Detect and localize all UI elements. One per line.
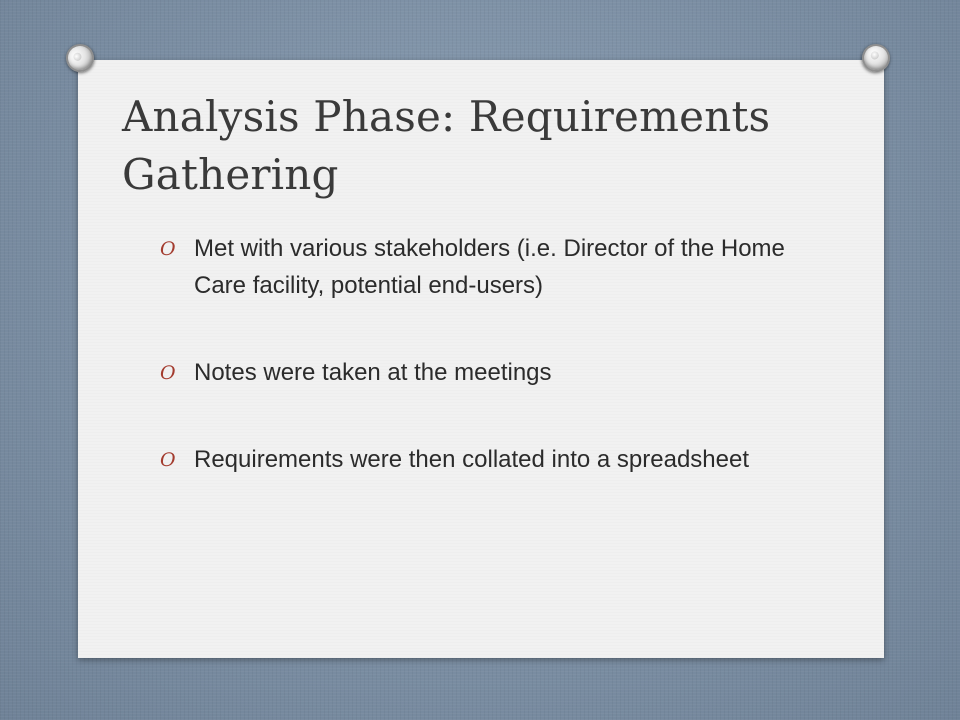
bullet-text: Requirements were then collated into a spreadsheet [194, 446, 749, 473]
bullet-marker-icon: O [160, 238, 176, 260]
bullet-text: Met with various stakeholders (i.e. Director of the Home Care facility, potential end-users) [194, 235, 785, 299]
bullet-text: Notes were taken at the meetings [194, 359, 552, 386]
bullet-item [160, 230, 800, 304]
bullet-marker-icon: O [160, 362, 176, 384]
bullet-item [160, 354, 800, 391]
bullet-marker-icon: O [160, 449, 176, 471]
bullet-item [160, 441, 800, 478]
slide-title: Analysis Phase: Requirements Gathering [122, 92, 771, 199]
bullet-list [160, 230, 800, 478]
